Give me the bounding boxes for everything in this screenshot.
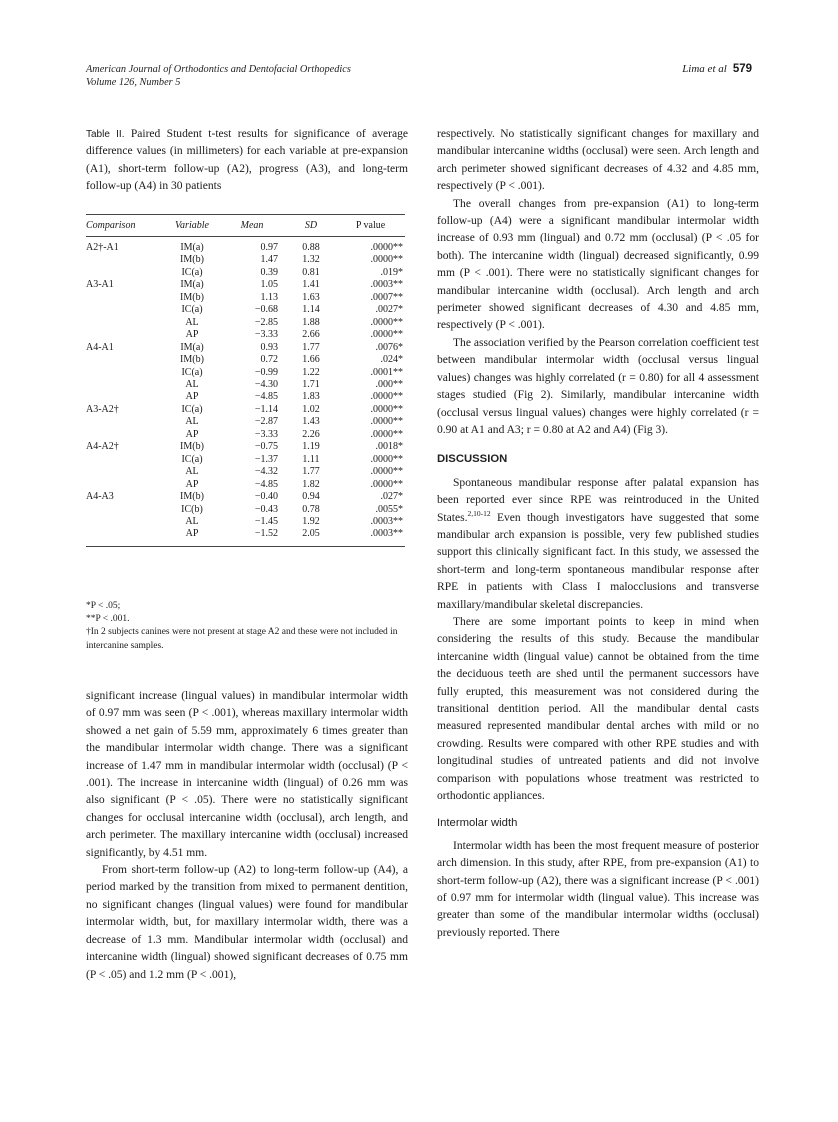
- sd-cell: 1.92: [302, 515, 320, 527]
- body-paragraph: The overall changes from pre-expansion (A1) to long-term follow-up (A4) were a significant mandibular intermolar width increase of 0.93 mm (lingual) and 0.72 mm (occlusal) (P < .05 for both). The intercanine width (lingual) decreased significantly, 0.99 mm (P < .001). There were no statistically significant changes for mandibular intercanine width (occlusal). Arch length and arch perimeter showed significant decreases of 4.30 and 4.85 mm, respectively (P < .001).: [437, 197, 759, 332]
- table-row: [86, 429, 405, 441]
- comparison-cell: [86, 528, 158, 546]
- mean-cell: −0.75: [254, 441, 278, 453]
- table-row: [86, 491, 405, 503]
- body-paragraph: From short-term follow-up (A2) to long-term follow-up (A4), a period marked by the transition from mixed to permanent dentition, no significant changes (lingual values) were found for mandibular intermolar width, but, for maxillary intermolar width, there was a decrease of 1.3 mm. Mandibular intermolar width (occlusal) and intercanine width (lingual) showed significant decreases of 0.75 mm (P < .05) and 1.2 mm (P < .001),: [86, 864, 408, 981]
- comparison-cell: [86, 479, 158, 491]
- sd-cell: 2.26: [302, 428, 320, 440]
- variable-cell: IM(a): [180, 242, 204, 253]
- p-value-cell: .0000**: [370, 416, 403, 428]
- comparison-cell: [86, 254, 158, 266]
- comparison-cell: [86, 379, 158, 391]
- discussion-text: Even though investigators have suggested that some mandibular arch expansion is possible, very few published studies support this clinically significant fact. In this study, we assessed the short-term and long-term spontaneous mandibular response after RPE in patients with Class I malocclusions and transverse maxillary/mandibular skeletal discrepancies.: [437, 511, 759, 611]
- journal-volume: Volume 126, Number 5: [86, 77, 181, 88]
- mean-cell: 1.13: [260, 291, 278, 303]
- results-table: [86, 214, 405, 547]
- p-value-cell: .0000**: [370, 329, 403, 341]
- sd-cell: 1.77: [302, 341, 320, 353]
- variable-cell: IM(b): [180, 254, 204, 266]
- mean-cell: −4.85: [254, 478, 278, 490]
- mean-cell: −4.32: [254, 466, 278, 478]
- sd-cell: 1.43: [302, 416, 320, 428]
- mean-cell: −2.87: [254, 416, 278, 428]
- sd-cell: 1.11: [302, 453, 320, 465]
- variable-cell: AL: [185, 416, 199, 428]
- table-row: [86, 466, 405, 478]
- table-row: [86, 367, 405, 379]
- p-value-cell: .024*: [380, 354, 403, 366]
- variable-cell: IM(b): [180, 354, 204, 366]
- table-row: [86, 416, 405, 428]
- sd-cell: 1.32: [302, 254, 320, 266]
- mean-cell: −0.43: [254, 503, 278, 515]
- p-value-cell: .0000**: [370, 428, 403, 440]
- p-value-cell: .0000**: [370, 466, 403, 478]
- body-paragraph: The association verified by the Pearson correlation coefficient test between mandibular intermolar width (occlusal versus lingual values) changes was highly correlated (r = 0.80) for all 4 assessment stages studied (Fig 2). Similarly, mandibular intercanine width (occlusal versus lingual values) changes were highly correlated (r = 0.90 at A1 and A3; r = 0.80 at A2 and A4) (Fig 3).: [437, 336, 759, 436]
- comparison-cell: [86, 466, 158, 478]
- p-value-cell: .0000**: [370, 391, 403, 403]
- variable-cell: AP: [185, 391, 199, 403]
- table-caption: [86, 126, 408, 196]
- variable-cell: AL: [185, 378, 199, 390]
- p-value-cell: .0007**: [370, 291, 403, 303]
- sd-cell: 1.83: [302, 391, 320, 403]
- variable-cell: IC(a): [181, 266, 203, 278]
- table-row: [86, 279, 405, 291]
- running-head: [682, 63, 752, 76]
- body-paragraph: significant increase (lingual values) in mandibular intermolar width of 0.97 mm was seen (P < .001), whereas maxillary intermolar width showed a net gain of 5.59 mm, approximately 6 times greater than the mandibular intermolar width change. There was a significant increase of 1.47 mm in mandibular intermolar width (occlusal) (P < .001). The increase in intercanine width (lingual) of 0.26 mm was also significant (P < .05). There were no statistically significant changes for occlusal intercanine width (occlusal), arch length, and arch perimeter. The maxillary intercanine width (occlusal) increased significantly, by 4.51 mm.: [86, 690, 408, 859]
- sd-cell: 1.63: [302, 291, 320, 303]
- mean-cell: −4.85: [254, 391, 278, 403]
- p-value-cell: .0076*: [375, 341, 403, 353]
- table-header-row: [86, 215, 405, 237]
- table-row: [86, 454, 405, 466]
- sd-cell: 1.19: [302, 441, 320, 453]
- page-header: [86, 63, 752, 93]
- sd-cell: 1.14: [302, 304, 320, 316]
- variable-cell: IM(a): [180, 279, 204, 291]
- discussion-paragraph: There are some important points to keep in mind when considering the results of this study. Because the mandibular intercanine width (lingual value) cannot be obtained from the time the deciduous teeth are shed until the permanent successors have fully erupted, this measurement was not considered during the transitional dentition period. All the mandibular dental casts measured represented mandibular dental arches with mild or no crowding. Results were compared with other RPE studies and with longitudinal studies of untreated patients and did not involve comparison with populations whose treatment was restricted to orthodontic appliances.: [437, 615, 759, 803]
- sd-cell: 0.81: [302, 266, 320, 278]
- left-column-body: [86, 688, 408, 984]
- variable-cell: AP: [185, 428, 199, 440]
- comparison-cell: [86, 292, 158, 304]
- comparison-cell: [86, 304, 158, 316]
- table-caption-text: Paired Student t-test results for significance of average difference values (in millimeters) for each variable at pre-expansion (A1), short-term follow-up (A2), progress (A3), and long-term follow-up (A4) in 30 patients: [86, 128, 408, 193]
- sd-cell: 0.88: [302, 242, 320, 253]
- p-value-cell: .0055*: [375, 503, 403, 515]
- mean-cell: 0.97: [260, 242, 278, 253]
- journal-title: American Journal of Orthodontics and Dentofacial Orthopedics: [86, 64, 351, 75]
- discussion-text: Spontaneous mandibular response after palatal expansion has been reported ever since RPE was reintroduced in the United States.: [437, 476, 759, 524]
- variable-cell: IM(a): [180, 341, 204, 353]
- column-header-mean: Mean: [240, 220, 264, 231]
- comparison-cell: [86, 429, 158, 441]
- p-value-cell: .019*: [380, 266, 403, 278]
- p-value-cell: .0027*: [375, 304, 403, 316]
- p-value-cell: .027*: [380, 491, 403, 503]
- body-paragraph: respectively. No statistically significant changes for maxillary and mandibular intercanine widths (occlusal) were seen. Arch length and arch perimeter showed significant decreases of 4.32 and 4.85 mm, respectively (P < .001).: [437, 128, 759, 193]
- comparison-cell: A4-A3: [86, 491, 114, 503]
- variable-cell: AL: [185, 466, 199, 478]
- column-header-comparison: Comparison: [86, 220, 136, 231]
- column-header-sd: SD: [304, 220, 318, 231]
- comparison-cell: [86, 267, 158, 279]
- mean-cell: 0.72: [260, 354, 278, 366]
- table-footnotes: [86, 600, 406, 653]
- running-authors: Lima et al: [682, 63, 727, 75]
- comparison-cell: [86, 454, 158, 466]
- comparison-cell: [86, 367, 158, 379]
- table-row: [86, 379, 405, 391]
- p-value-cell: .0000**: [370, 242, 403, 253]
- mean-cell: −0.40: [254, 491, 278, 503]
- p-value-cell: .0000**: [370, 316, 403, 328]
- sd-cell: 1.41: [302, 279, 320, 291]
- table-row: [86, 254, 405, 266]
- comparison-cell: A4-A2†: [86, 441, 119, 453]
- variable-cell: IC(a): [181, 453, 203, 465]
- sd-cell: 1.02: [302, 403, 320, 415]
- mean-cell: −0.68: [254, 304, 278, 316]
- table-row: [86, 237, 405, 255]
- p-value-cell: .0018*: [375, 441, 403, 453]
- mean-cell: −3.33: [254, 329, 278, 341]
- table-row: [86, 317, 405, 329]
- sd-cell: 1.82: [302, 478, 320, 490]
- p-value-cell: .0003**: [370, 279, 403, 291]
- variable-cell: AP: [185, 329, 199, 341]
- table-row: [86, 342, 405, 354]
- variable-cell: AP: [185, 528, 199, 540]
- variable-cell: IM(b): [180, 441, 204, 453]
- section-heading-intermolar-width: Intermolar width: [437, 817, 518, 830]
- p-value-cell: .0001**: [370, 366, 403, 378]
- table-row: [86, 354, 405, 366]
- p-value-cell: .0000**: [370, 453, 403, 465]
- table-row: [86, 441, 405, 453]
- variable-cell: IC(b): [181, 503, 203, 515]
- comparison-cell: A2†-A1: [86, 242, 119, 253]
- variable-cell: IC(a): [181, 366, 203, 378]
- comparison-cell: [86, 416, 158, 428]
- footnote-dagger: †In 2 subjects canines were not present at stage A2 and these were not included in intercanine samples.: [86, 627, 398, 651]
- variable-cell: AL: [185, 316, 199, 328]
- sd-cell: 1.71: [302, 378, 320, 390]
- comparison-cell: [86, 391, 158, 403]
- sd-cell: 1.22: [302, 366, 320, 378]
- table-row: [86, 329, 405, 341]
- table-row: [86, 304, 405, 316]
- p-value-cell: .0003**: [370, 515, 403, 527]
- mean-cell: −4.30: [254, 378, 278, 390]
- p-value-cell: .0000**: [370, 403, 403, 415]
- sd-cell: 0.94: [302, 491, 320, 503]
- table-row: [86, 267, 405, 279]
- mean-cell: 0.39: [260, 266, 278, 278]
- mean-cell: −1.45: [254, 515, 278, 527]
- p-value-cell: .0000**: [370, 254, 403, 266]
- body-paragraph: Intermolar width has been the most frequent measure of posterior arch dimension. In this study, after RPE, from pre-expansion (A1) to short-term follow-up (A2), there was a significant increase (P < .001) of 0.97 mm for intermolar width (lingual value). This increase was greater than some of the mandibular intermolar widths (occlusal) previously reported. There: [437, 839, 759, 939]
- p-value-cell: .0000**: [370, 478, 403, 490]
- citation-reference: 2,10-12: [467, 508, 491, 518]
- comparison-cell: [86, 329, 158, 341]
- sd-cell: 1.77: [302, 466, 320, 478]
- column-header-variable: Variable: [175, 220, 209, 231]
- table-label: Table II.: [86, 129, 125, 140]
- table-row: [86, 528, 405, 546]
- mean-cell: −1.37: [254, 453, 278, 465]
- p-value-cell: .000**: [375, 378, 403, 390]
- table-row: [86, 479, 405, 491]
- variable-cell: AL: [185, 515, 199, 527]
- variable-cell: IC(a): [181, 304, 203, 316]
- sd-cell: 0.78: [302, 503, 320, 515]
- mean-cell: 0.93: [260, 341, 278, 353]
- mean-cell: −0.99: [254, 366, 278, 378]
- discussion-paragraph: [437, 475, 759, 614]
- table-row: [86, 404, 405, 416]
- comparison-cell: [86, 516, 158, 528]
- comparison-cell: [86, 504, 158, 516]
- footnote-p05: *P < .05;: [86, 601, 121, 611]
- sd-cell: 1.66: [302, 354, 320, 366]
- variable-cell: AP: [185, 478, 199, 490]
- table-row: [86, 504, 405, 516]
- variable-cell: IM(b): [180, 291, 204, 303]
- sd-cell: 1.88: [302, 316, 320, 328]
- sd-cell: 2.66: [302, 329, 320, 341]
- p-value-cell: .0003**: [370, 528, 403, 540]
- table-body: [86, 237, 405, 547]
- column-header-p-value: P value: [355, 220, 386, 231]
- footnote-p001: **P < .001.: [86, 614, 130, 625]
- variable-cell: IC(a): [181, 403, 203, 415]
- comparison-cell: A3-A1: [86, 279, 114, 291]
- page-number: 579: [732, 63, 752, 75]
- comparison-cell: A3-A2†: [86, 403, 119, 415]
- table-row: [86, 516, 405, 528]
- comparison-cell: [86, 317, 158, 329]
- mean-cell: −1.52: [254, 528, 278, 540]
- right-column-body: [437, 126, 759, 942]
- mean-cell: 1.47: [260, 254, 278, 266]
- mean-cell: −3.33: [254, 428, 278, 440]
- comparison-cell: A4-A1: [86, 341, 114, 353]
- section-heading-discussion: DISCUSSION: [437, 453, 508, 466]
- mean-cell: −2.85: [254, 316, 278, 328]
- variable-cell: IM(b): [180, 491, 204, 503]
- comparison-cell: [86, 354, 158, 366]
- sd-cell: 2.05: [302, 528, 320, 540]
- mean-cell: −1.14: [254, 403, 278, 415]
- table-row: [86, 391, 405, 403]
- table-row: [86, 292, 405, 304]
- mean-cell: 1.05: [260, 279, 278, 291]
